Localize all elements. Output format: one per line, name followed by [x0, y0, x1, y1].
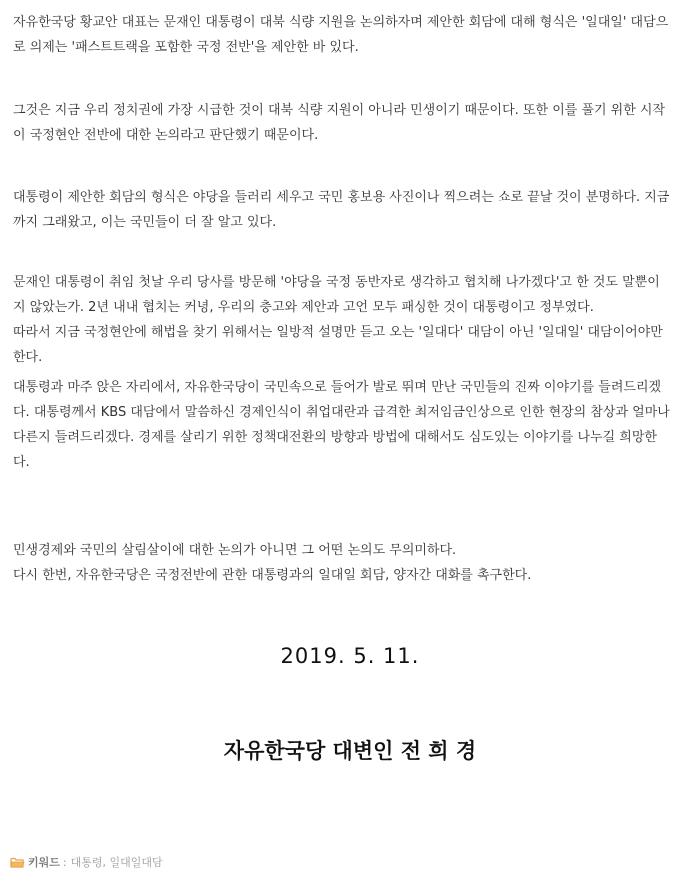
paragraph-5	[13, 375, 687, 475]
paragraph-line: 대통령이 제안한 회담의 형식은 야당을 들러리 세우고 국민 홍보용 사진이나 찍으려는 쇼로 끝날 것이 분명하다. 지금	[13, 190, 670, 205]
paragraph-line: 한다.	[13, 350, 43, 365]
keyword-folder-icon	[10, 857, 25, 868]
paragraph-3	[13, 185, 687, 235]
paragraph-1	[13, 10, 687, 60]
paragraph-2	[13, 98, 687, 148]
keywords-values[interactable]: 대통령, 일대일대담	[70, 856, 163, 869]
paragraph-line: 이 국정현안 전반에 대한 논의라고 판단했기 때문이다.	[13, 128, 319, 143]
paragraph-4	[13, 270, 687, 370]
paragraph-line: 따라서 지금 국정현안에 해법을 찾기 위해서는 일방적 설명만 듣고 오는 '일대다' 대담이 아닌 '일대일' 대담이어야만	[13, 325, 663, 340]
paragraph-line: 다. 대통령께서 KBS 대담에서 말씀하신 경제인식이 취업대란과 급격한 최저임금인상으로 인한 현장의 참상과 얼마나	[13, 405, 670, 420]
paragraph-line: 지 않았는가. 2년 내내 협치는 커녕, 우리의 충고와 제안과 고언 모두 패싱한 것이 대통령이고 정부였다.	[13, 300, 594, 315]
release-date: 2019. 5. 11.	[280, 644, 420, 668]
keywords-bar	[10, 852, 163, 872]
paragraph-line: 문재인 대통령이 취임 첫날 우리 당사를 방문해 '야당을 국정 동반자로 생각하고 협치해 나가겠다'고 한 것도 말뿐이	[13, 275, 660, 290]
spokesperson-signature: 자유한국당 대변인 전 희 경	[223, 739, 477, 763]
paragraph-6	[13, 538, 687, 588]
paragraph-line: 다른지 들려드리겠다. 경제를 살리기 위한 정책대전환의 방향과 방법에 대해서도 심도있는 이야기를 나누길 희망한	[13, 430, 657, 445]
paragraph-line: 자유한국당 황교안 대표는 문재인 대통령이 대북 식량 지원을 논의하자며 제안한 회담에 대해 형식은 '일대일' 대담으	[13, 15, 669, 30]
paragraph-line: 로 의제는 '패스트트랙을 포함한 국정 전반'을 제안한 바 있다.	[13, 40, 359, 55]
keywords-label: 키워드	[28, 856, 60, 869]
paragraph-line: 대통령과 마주 앉은 자리에서, 자유한국당이 국민속으로 들어가 발로 뛰며 만난 국민들의 진짜 이야기를 들려드리겠	[13, 380, 662, 395]
paragraph-line: 그것은 지금 우리 정치권에 가장 시급한 것이 대북 식량 지원이 아니라 민생이기 때문이다. 또한 이를 풀기 위한 시작	[13, 103, 666, 118]
paragraph-line: 까지 그래왔고, 이는 국민들이 더 잘 알고 있다.	[13, 215, 277, 230]
paragraph-line: 민생경제와 국민의 살림살이에 대한 논의가 아니면 그 어떤 논의도 무의미하다.	[13, 543, 457, 558]
paragraph-line: 다시 한번, 자유한국당은 국정전반에 관한 대통령과의 일대일 회담, 양자간 대화를 촉구한다.	[13, 568, 532, 583]
keywords-separator: :	[62, 855, 67, 869]
paragraph-line: 다.	[13, 455, 30, 470]
